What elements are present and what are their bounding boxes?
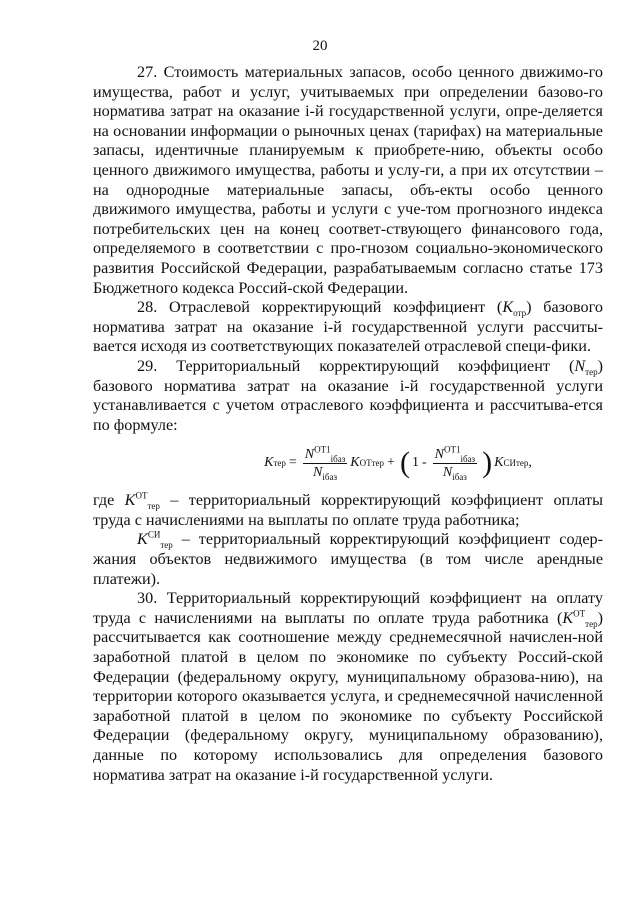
formula-fraction-1 — [303, 444, 347, 482]
n-ter-subscript: тер — [585, 367, 598, 378]
n1-sub: iбаз — [330, 453, 346, 464]
paragraph-29 — [93, 357, 603, 435]
k-otr-symbol: K — [502, 298, 514, 317]
paragraph-27: 27. Стоимость материальных запасов, особо ценного движимо-го имущества, работ и услуг, учитываемых при определении базово-го норматива затрат на оказание i-й государственной услуги, опре-деляется на основании информации о рыночных ценах (тарифах) на материальные запасы, идентичные планируемым к приобрете-нию, объекты особо ценного движимого имущества, работы и услу-ги, а при их отсутствии – на однородные материальные запасы, объ-екты особо ценного движимого имущества, работы и услуги с уче-том прогнозного индекса потребительских цен на конец соответ-ствующего финансового года, определяемого в соответствии с про-гнозом социально-экономического развития Российской Федерации, разрабатываемым согласно статье 173 Бюджетного кодекса Россий-ской Федерации. — [93, 63, 603, 297]
n1-symbol: N — [304, 446, 315, 462]
formula-close-bracket: ) — [482, 446, 493, 480]
page-number: 20 — [312, 38, 328, 54]
paragraph-29-text-a: 29. Территориальный корректирующий коэффициент ( — [137, 356, 575, 375]
def1-text: – территориальный корректирующий коэффициент оплаты труда с начислениями на выплаты по оплате труда работника; — [93, 491, 603, 529]
formula-open-bracket: ( — [399, 446, 410, 480]
fraction-1-numerator — [303, 444, 347, 464]
formula-minus: - — [421, 455, 427, 471]
p30-sub: тер — [585, 619, 598, 630]
formula-k-ter: K тер = $\frac{N^{ОТ1}_{iбаз}}{N_{iбаз}}$ K ОТ тер + ( 1 - $\frac{N^{ОТ1}_{iбаз}}{N_{iбаз}}$ ) K СИ тер , — [264, 444, 532, 482]
p30-sup: ОТ — [573, 608, 586, 619]
paragraph-30-text-a: 30. Территориальный корректирующий коэффициент на оплату труда с начислениями на выплаты по оплате труда работника ( — [93, 589, 603, 627]
formula-plus: + — [387, 455, 395, 471]
paragraph-30 — [93, 589, 603, 785]
k2-symbol: K — [494, 455, 504, 471]
def2-sub: тер — [160, 540, 173, 551]
n2-sub: iбаз — [460, 453, 476, 464]
definition-k-si — [93, 530, 603, 589]
def1-sub: тер — [147, 501, 160, 512]
paragraph-28-text-b: ) базового норматива затрат на оказание i-й государственной услуги рассчиты-вается исходя из соответствующих показателей отраслевой специ-фики. — [93, 298, 603, 356]
def2-symbol: K — [137, 530, 148, 549]
paragraph-29-text-b: ) базового норматива затрат на оказание i-й государственной услуги устанавливается с учетом отраслевого коэффициента и рассчитыва-ется по формуле: — [93, 356, 603, 434]
k1-symbol: K — [350, 455, 360, 471]
d1-symbol: N — [313, 464, 323, 480]
fraction-1-denominator — [311, 464, 339, 480]
def1-sup: ОТ — [135, 490, 148, 501]
where-label: где — [93, 491, 125, 510]
n2-sup: ОТ1 — [443, 444, 461, 455]
paragraph-28-text-a: 28. Отраслевой корректирующий коэффициент ( — [137, 298, 503, 317]
d1-sub: iбаз — [322, 471, 338, 482]
n1-sup: ОТ1 — [314, 444, 331, 455]
d2-sub: iбаз — [452, 471, 467, 482]
d2-symbol: N — [442, 464, 453, 480]
definition-k-ot — [93, 491, 603, 530]
def1-symbol: K — [124, 491, 136, 510]
def2-text: – территориальный корректирующий коэффициент содер-жания объектов недвижимого имущества (в том числе арендные платежи). — [93, 530, 603, 588]
formula-one: 1 — [411, 455, 419, 471]
paragraph-30-text-b: ) рассчитывается как соотношение между среднемесячной начислен-ной заработной платой в целом по экономике по субъекту Россий-ской Федерации (федеральному округу, муниципальному образова-нию), на территории которого оказывается услуга, и среднемесячной начисленной заработной платой в целом по экономике по субъекту Российской Федерации (федеральному округу, муниципальному образованию), данные по которому использовались для определения базового норматива затрат на оказание i-й государственной услуги. — [93, 608, 603, 784]
formula-comma: , — [528, 455, 532, 471]
n-ter-symbol: N — [574, 356, 586, 375]
formula-fraction-2 — [433, 444, 477, 482]
formula-equals: = — [288, 455, 297, 471]
n2-symbol: N — [434, 446, 444, 462]
def2-sup: СИ — [147, 530, 161, 541]
formula-lhs: K — [264, 455, 274, 471]
fraction-2-denominator — [441, 464, 469, 480]
document-body — [93, 63, 603, 785]
paragraph-28 — [93, 298, 603, 357]
p30-symbol: K — [562, 608, 574, 627]
fraction-2-numerator — [433, 444, 477, 464]
k-otr-subscript: отр — [513, 308, 527, 319]
